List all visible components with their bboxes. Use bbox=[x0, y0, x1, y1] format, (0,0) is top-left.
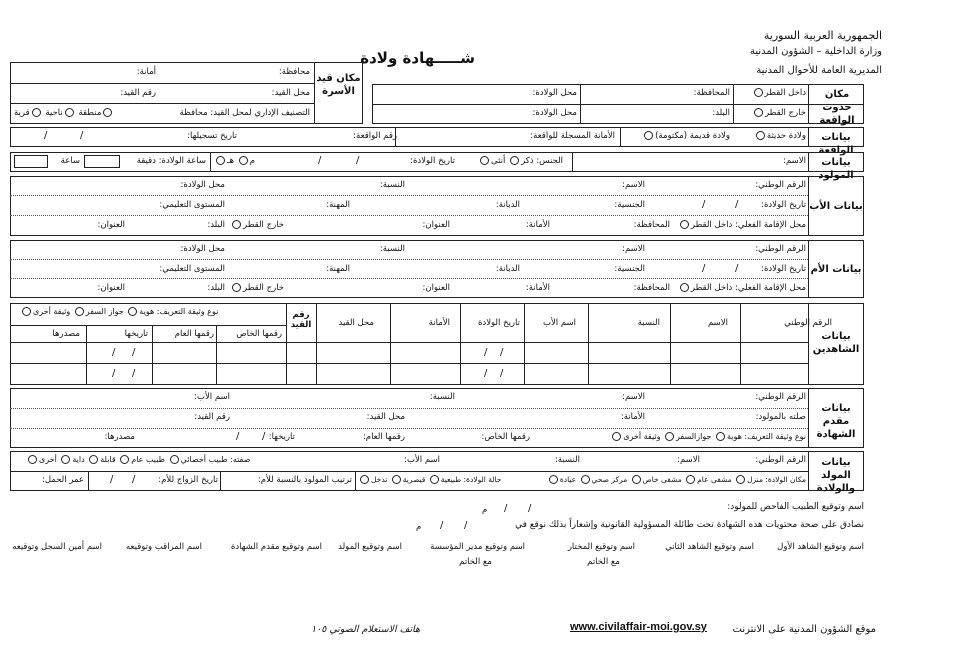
event-birth-place-2: محل الولادة: bbox=[532, 108, 577, 118]
col-father: اسم الأب bbox=[542, 318, 576, 328]
outside-country-label: خارج القطر bbox=[764, 108, 806, 118]
col-dob: تاريخ الولادة bbox=[477, 318, 520, 328]
mother-education: المستوى التعليمي: bbox=[159, 264, 225, 274]
father-outside-radio[interactable] bbox=[232, 220, 241, 229]
gregorian-label: م bbox=[249, 156, 255, 166]
col-source: مصدرها bbox=[52, 329, 80, 339]
applicant-passport-label: جوازالسفر bbox=[676, 432, 712, 441]
public-hospital-label: مشفى عام bbox=[697, 475, 732, 484]
witnesses-section-label: بيانات الشاهدين bbox=[812, 331, 860, 355]
hijri-radio[interactable] bbox=[216, 156, 225, 165]
applicant-other-radio[interactable] bbox=[612, 432, 621, 441]
witness-other-label: وثيقة أخرى bbox=[33, 307, 71, 316]
page-title: شـــــهادة ولادة bbox=[360, 49, 475, 67]
event-data-box bbox=[10, 127, 864, 147]
mother-amana: الأمانة: bbox=[525, 283, 550, 293]
applicant-other-label: وثيقة أخرى bbox=[623, 432, 661, 441]
sign-witness-1: اسم وتوقيع الشاهد الأول bbox=[777, 542, 864, 552]
birth-state-label: حالة الولادة: طبيعية bbox=[440, 475, 502, 484]
event-birth-place-1: محل الولادة: bbox=[532, 88, 577, 98]
mother-outside-radio[interactable] bbox=[232, 283, 241, 292]
father-outside-label: خارج القطر bbox=[243, 220, 285, 230]
sign-supervisor: اسم المراقب وتوقيعه bbox=[125, 542, 202, 552]
registered-amana: الأمانة المسجلة للواقعة: bbox=[530, 131, 615, 141]
witness-id-radio[interactable] bbox=[128, 307, 137, 316]
hijri-label: هـ bbox=[227, 156, 234, 166]
applicant-source: مصدرها: bbox=[104, 432, 135, 442]
footer-phone: هاتف الاستعلام الصوتي ١٠٥ bbox=[310, 624, 420, 635]
applicant-public-no: رقمها العام: bbox=[362, 432, 405, 442]
newborn-name: الاسم: bbox=[783, 156, 806, 166]
intervention-label: تدخل bbox=[371, 475, 388, 484]
hour-input[interactable] bbox=[14, 155, 48, 168]
applicant-nisba: النسبة: bbox=[429, 392, 455, 402]
mother-dob: تاريخ الولادة: bbox=[761, 264, 806, 274]
female-label: أنثى bbox=[491, 156, 506, 166]
delivery-section-label: بيانات المولد والولادة bbox=[816, 457, 856, 494]
district-radio[interactable] bbox=[65, 108, 74, 117]
father-address: العنوان: bbox=[422, 220, 450, 230]
col-amana: الأمانة bbox=[428, 318, 450, 328]
mother-nationality: الجنسية: bbox=[614, 264, 645, 274]
father-national-no: الرقم الوطني: bbox=[755, 180, 806, 190]
witness-passport-label: جواز السفر bbox=[85, 307, 124, 316]
col-private-no: رقمها الخاص bbox=[236, 329, 282, 339]
newborn-dob: تاريخ الولادة: bbox=[410, 156, 455, 166]
father-governorate: المحافظة: bbox=[633, 220, 670, 230]
private-hospital-radio[interactable] bbox=[632, 475, 641, 484]
region-radio[interactable] bbox=[103, 108, 112, 117]
health-center-radio[interactable] bbox=[581, 475, 590, 484]
sign-midwife: اسم وتوقيع المولد bbox=[338, 542, 402, 552]
other-capacity-label: أخرى bbox=[39, 455, 57, 464]
old-birth-label: ولادة قديمة (مكتومة) bbox=[655, 131, 730, 141]
midwife-radio[interactable] bbox=[89, 455, 98, 464]
mother-outside-option bbox=[230, 283, 284, 293]
other-capacity-radio[interactable] bbox=[28, 455, 37, 464]
delivery-father: اسم الأب: bbox=[404, 455, 440, 465]
applicant-id-label: نوع وثيقة التعريف: هوية bbox=[726, 432, 806, 441]
father-birth-place: محل الولادة: bbox=[180, 180, 225, 190]
mother-job: المهنة: bbox=[326, 264, 350, 274]
applicant-passport-radio[interactable] bbox=[665, 432, 674, 441]
footer-site-label: موقع الشؤون المدنية على الانترنت bbox=[732, 624, 876, 635]
gp-radio[interactable] bbox=[120, 455, 129, 464]
delivery-nisba: النسبة: bbox=[554, 455, 580, 465]
father-nisba: النسبة: bbox=[379, 180, 405, 190]
sign-registrar: اسم أمين السجل وتوقيعه bbox=[12, 542, 102, 552]
birth-time-label: ساعة الولادة: دقيقة bbox=[136, 156, 206, 166]
mother-outside-label: خارج القطر bbox=[243, 283, 285, 293]
mother-national-no: الرقم الوطني: bbox=[755, 244, 806, 254]
caesarean-radio[interactable] bbox=[392, 475, 401, 484]
caesarean-label: قيصرية bbox=[402, 475, 426, 484]
col-date: تاريخها bbox=[124, 329, 148, 339]
seal-director: مع الخاتم bbox=[459, 557, 492, 567]
seal-mukhtar: مع الخاتم bbox=[587, 557, 620, 567]
col-nisba: النسبة bbox=[637, 318, 660, 328]
new-birth-label: ولادة حديثة bbox=[766, 131, 806, 141]
applicant-date: تاريخها: bbox=[268, 432, 295, 442]
event-data-section-label: بيانات الواقعة bbox=[818, 132, 854, 156]
father-dob: تاريخ الولادة: bbox=[761, 200, 806, 210]
father-section-label: بيانات الأب bbox=[809, 201, 863, 212]
doctor-greg: م bbox=[482, 505, 488, 515]
inside-country-option bbox=[752, 88, 806, 98]
new-birth-radio[interactable] bbox=[756, 131, 765, 140]
witness-id-options bbox=[20, 307, 218, 316]
father-name: الاسم: bbox=[622, 180, 645, 190]
region-label: منطقة bbox=[78, 108, 102, 118]
registry-section-label: مكان قيد الأسرة bbox=[316, 73, 361, 97]
calendar-options bbox=[214, 156, 255, 166]
father-inside-radio[interactable] bbox=[680, 220, 689, 229]
witness-other-radio[interactable] bbox=[22, 307, 31, 316]
gregorian-radio[interactable] bbox=[239, 156, 248, 165]
hour-label: ساعة bbox=[60, 156, 80, 166]
male-radio[interactable] bbox=[510, 156, 519, 165]
applicant-father: اسم الأب: bbox=[194, 392, 230, 402]
pledge-text: نصادق على صحة محتويات هذه الشهادة تحت طائلة المسؤولية القانونية وإشعاراً بذلك نوقع في bbox=[515, 520, 864, 530]
father-residence-label: محل الإقامة الفعلي: داخل القطر bbox=[690, 220, 806, 230]
applicant-id-options bbox=[610, 432, 806, 441]
mother-inside-radio[interactable] bbox=[680, 283, 689, 292]
birth-state-options bbox=[358, 475, 501, 484]
mother-country: البلد: bbox=[207, 283, 225, 293]
clinic-radio[interactable] bbox=[549, 475, 558, 484]
intervention-radio[interactable] bbox=[360, 475, 369, 484]
sign-applicant: اسم وتوقيع مقدم الشهادة bbox=[230, 542, 322, 552]
father-job: المهنة: bbox=[326, 200, 350, 210]
marriage-date: تاريخ الزواج للأم: bbox=[158, 475, 218, 485]
event-governorate: المحافظة: bbox=[693, 88, 730, 98]
birth-place-options bbox=[547, 475, 806, 484]
old-birth-option bbox=[642, 131, 730, 141]
newborn-section-label: بيانات المولود bbox=[818, 157, 854, 181]
mother-nisba: النسبة: bbox=[379, 244, 405, 254]
outside-country-option bbox=[752, 108, 806, 118]
mother-residence-label: محل الإقامة الفعلي: داخل القطر bbox=[690, 283, 806, 293]
nurse-radio[interactable] bbox=[61, 455, 70, 464]
registry-amana: أمانة: bbox=[136, 67, 156, 77]
registry-classification: التصنيف الإداري لمحل القيد: محافظة bbox=[179, 108, 310, 118]
old-birth-radio[interactable] bbox=[644, 131, 653, 140]
applicant-national-no: الرقم الوطني: bbox=[755, 392, 806, 402]
father-residence bbox=[678, 220, 806, 230]
sex-options bbox=[478, 156, 563, 166]
event-country: البلد: bbox=[712, 108, 730, 118]
pregnancy-age: عمر الحمل: bbox=[41, 475, 84, 485]
sign-director: اسم وتوقيع مدير المؤسسة bbox=[430, 542, 525, 552]
mother-address: العنوان: bbox=[422, 283, 450, 293]
village-label: قرية bbox=[14, 108, 30, 118]
village-radio[interactable] bbox=[32, 108, 41, 117]
mother-residence bbox=[678, 283, 806, 293]
event-number: رقم الواقعة: bbox=[353, 131, 397, 141]
home-radio[interactable] bbox=[736, 475, 745, 484]
minute-input[interactable] bbox=[84, 155, 120, 168]
event-place-section-label: مكان حدوث الواقعة bbox=[819, 89, 855, 126]
registry-number: رقم القيد: bbox=[120, 88, 156, 98]
registry-place: محل القيد: bbox=[271, 88, 310, 98]
mother-address2: العنوان: bbox=[97, 283, 125, 293]
gp-label: طبيب عام bbox=[131, 455, 165, 464]
mother-birth-place: محل الولادة: bbox=[180, 244, 225, 254]
father-address2: العنوان: bbox=[97, 220, 125, 230]
female-radio[interactable] bbox=[480, 156, 489, 165]
sex-label: الجنس: ذكر bbox=[521, 156, 564, 166]
col-public-no: رقمها العام bbox=[174, 329, 214, 339]
inside-country-radio[interactable] bbox=[754, 88, 763, 97]
footer-url[interactable]: www.civilaffair-moi.gov.sy bbox=[570, 621, 707, 633]
new-birth-option bbox=[754, 131, 806, 141]
header-ministry: وزارة الداخلية – الشؤون المدنية bbox=[749, 46, 882, 57]
father-amana: الأمانة: bbox=[525, 220, 550, 230]
delivery-capacity-options bbox=[26, 455, 250, 464]
district-label: ناحية bbox=[45, 108, 63, 118]
doctor-signature: اسم وتوقيع الطبيب الفاحص للمولود: bbox=[727, 502, 864, 512]
applicant-name: الاسم: bbox=[622, 392, 645, 402]
applicant-section-label: بيانات مقدم الشهادة bbox=[816, 403, 856, 440]
father-religion: الديانة: bbox=[495, 200, 520, 210]
midwife-label: قابلة bbox=[100, 455, 116, 464]
applicant-amana: الأمانة: bbox=[620, 412, 645, 422]
father-education: المستوى التعليمي: bbox=[159, 200, 225, 210]
pledge-greg: م bbox=[416, 522, 422, 532]
public-hospital-radio[interactable] bbox=[686, 475, 695, 484]
birth-order: ترتيب المولود بالنسبة للأم: bbox=[257, 475, 352, 485]
specialist-radio[interactable] bbox=[170, 455, 179, 464]
header-directorate: المديرية العامة للأحوال المدنية bbox=[756, 65, 882, 76]
witness-id-label: نوع وثيقة التعريف: هوية bbox=[139, 307, 219, 316]
mother-name: الاسم: bbox=[622, 244, 645, 254]
applicant-id-radio[interactable] bbox=[716, 432, 725, 441]
applicant-number: رقم القيد: bbox=[194, 412, 230, 422]
col-place: محل القيد bbox=[338, 318, 374, 328]
health-center-label: مركز صحي bbox=[591, 475, 628, 484]
inside-country-label: داخل القطر bbox=[764, 88, 806, 98]
col-number: رقم القيد bbox=[290, 310, 312, 330]
capacity-label: صفته: طبيب أخصائي bbox=[180, 455, 251, 464]
sign-witness-2: اسم وتوقيع الشاهد الثاني bbox=[665, 542, 754, 552]
natural-radio[interactable] bbox=[430, 475, 439, 484]
delivery-national-no: الرقم الوطني: bbox=[755, 455, 806, 465]
father-country: البلد: bbox=[207, 220, 225, 230]
registration-date: تاريخ تسجيلها: bbox=[187, 131, 237, 141]
witness-passport-radio[interactable] bbox=[75, 307, 84, 316]
applicant-place: محل القيد: bbox=[366, 412, 405, 422]
col-national-no: الرقم الوطني bbox=[784, 318, 832, 328]
delivery-name: الاسم: bbox=[677, 455, 700, 465]
col-name: الاسم bbox=[708, 318, 728, 328]
registry-options bbox=[14, 108, 114, 118]
sign-mukhtar: اسم وتوقيع المختار bbox=[567, 542, 635, 552]
clinic-label: عيادة bbox=[559, 475, 577, 484]
father-outside-option bbox=[230, 220, 284, 230]
birth-place-label: مكان الولادة: منزل bbox=[747, 475, 806, 484]
mother-section-label: بيانات الأم bbox=[810, 264, 862, 275]
mother-religion: الديانة: bbox=[495, 264, 520, 274]
header-republic: الجمهورية العربية السورية bbox=[763, 29, 882, 42]
mother-governorate: المحافظة: bbox=[633, 283, 670, 293]
nurse-label: داية bbox=[72, 455, 85, 464]
applicant-private-no: رقمها الخاص: bbox=[481, 432, 530, 442]
outside-country-radio[interactable] bbox=[754, 108, 763, 117]
father-nationality: الجنسية: bbox=[614, 200, 645, 210]
registry-governorate: محافظة: bbox=[278, 67, 310, 77]
private-hospital-label: مشفى خاص bbox=[642, 475, 682, 484]
applicant-relation: صلته بالمولود: bbox=[755, 412, 806, 422]
